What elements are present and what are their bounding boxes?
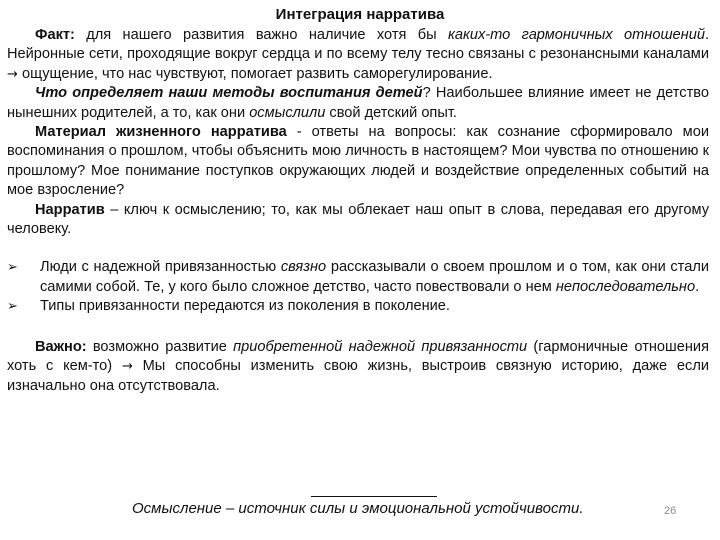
narrative-label: Нарратив [35,201,105,218]
page-number: 26 [664,505,677,517]
important-text-1: возможно развитие [86,338,234,355]
important-text-3: Мы способны изменить свою жизнь, выстроив связную историю, даже если изначально она отсутствовала. [7,358,710,394]
footer-divider [311,496,437,497]
paragraph-important [7,338,709,396]
right-arrow-icon: → [121,359,133,375]
important-italic: приобретенной надежной привязанности [233,338,528,355]
paragraph-question [7,84,709,123]
question-italic-bold: Что определяет наши методы воспитания детей [35,85,423,102]
fact-text-1: для нашего развития важно наличие хотя бы [74,27,449,43]
question-italic: осмыслили [249,104,326,121]
bullet-arrow-icon: ➢ [7,260,18,276]
right-arrow-icon: → [7,66,18,82]
bullet-item-1 [7,258,709,297]
question-text-1: ? Наибольшее влияние имеет не детство нынешних родителей, а то, как они [7,85,709,121]
important-label: Важно: [35,338,87,355]
paragraph-narrative [7,201,709,240]
material-text: - ответы на вопросы: как сознание сформировало мои воспоминания о прошлом, чтобы объяснить мою личность в настоящем? Мои чувства по отношению к прошлому? Мое понимание поступков окружающих людей и воздействие определенных событий на мое взросление? [7,124,709,199]
slide-title: Интеграция нарратива [275,6,445,23]
paragraph-material [7,123,709,201]
bullet-text-2: Типы привязанности передаются из поколения в поколение. [40,298,450,315]
fact-italic: каких-то гармоничных отношений [448,27,705,43]
bullet-arrow-icon: ➢ [7,299,18,315]
fact-text-2: . Нейронные сети, проходящие вокруг сердца и по всему телу тесно связаны с резонансными каналами [7,27,709,63]
question-text-2: свой детский опыт. [325,104,457,121]
fact-text-3: ощущение, что нас чувствуют, помогает развить саморегулирование. [17,65,493,82]
fact-label: Факт: [35,27,75,43]
slide-body [7,26,709,396]
bullet-text-1: Люди с надежной привязанностью связно рассказывали о своем прошлом и о том, как они стали самими собой. Те, у кого было сложное детство, часто повествовали о нем непоследовательно. [40,259,709,295]
material-label: Материал жизненного нарратива [35,124,287,141]
paragraph-fact [7,26,709,84]
bullet-item-2 [7,297,709,316]
narrative-text: – ключ к осмыслению; то, как мы облекает наш опыт в слова, передавая его другому человеку. [7,201,709,238]
footer-caption: Осмысление – источник силы и эмоциональной устойчивости. [132,500,584,517]
important-text-2: (гармоничные отношения хоть с кем-то) [7,338,709,375]
